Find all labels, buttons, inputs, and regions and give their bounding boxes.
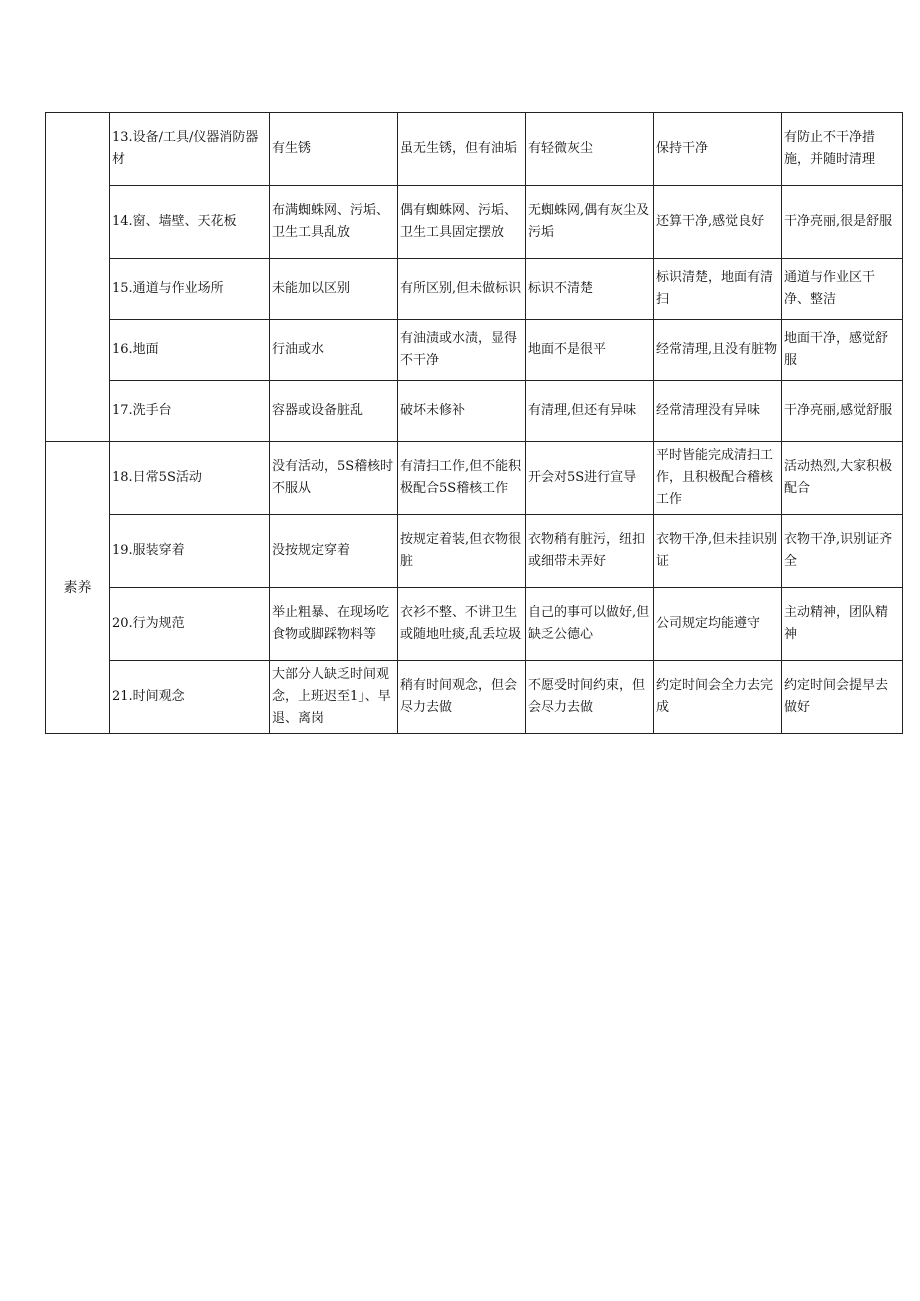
level-cell: 衣物稍有脏污，纽扣或细带未弄好 [526,515,654,588]
level-cell: 偶有蜘蛛网、污垢、卫生工具固定摆放 [398,186,526,259]
level-cell: 有所区别,但未做标识 [398,259,526,320]
level-cell: 行油或水 [270,320,398,381]
table-row [46,442,903,515]
level-cell: 按规定着装,但衣物很脏 [398,515,526,588]
item-cell: 14.窗、墙壁、天花板 [110,186,270,259]
level-cell: 衣衫不整、不讲卫生或随地吐痰,乱丢垃圾 [398,588,526,661]
table-row [46,113,903,186]
level-cell: 约定时间会全力去完成 [654,661,782,734]
level-cell: 有生锈 [270,113,398,186]
5s-evaluation-table [45,112,903,734]
evaluation-sheet [45,112,902,734]
table-row [46,588,903,661]
level-cell: 破坏未修补 [398,381,526,442]
level-cell: 开会对5S进行宣导 [526,442,654,515]
level-cell: 衣物干净,识别证齐全 [782,515,903,588]
table-row [46,259,903,320]
level-cell: 自己的事可以做好,但缺乏公德心 [526,588,654,661]
level-cell: 经常清理,且没有脏物 [654,320,782,381]
level-cell: 没有活动，5S稽核时不服从 [270,442,398,515]
item-cell: 21.时间观念 [110,661,270,734]
level-cell: 稍有时间观念，但会尽力去做 [398,661,526,734]
level-cell: 保持干净 [654,113,782,186]
level-cell: 标识清楚，地面有清扫 [654,259,782,320]
level-cell: 地面不是很平 [526,320,654,381]
level-cell: 大部分人缺乏时间观念，上班迟至1」、早退、离岗 [270,661,398,734]
item-cell: 20.行为规范 [110,588,270,661]
level-cell: 干净亮丽,很是舒服 [782,186,903,259]
category-cell [46,113,110,442]
level-cell: 有清理,但还有异味 [526,381,654,442]
level-cell: 有轻微灰尘 [526,113,654,186]
level-cell: 未能加以区别 [270,259,398,320]
level-cell: 标识不清楚 [526,259,654,320]
table-row [46,661,903,734]
level-cell: 虽无生锈，但有油垢 [398,113,526,186]
level-cell: 活动热烈,大家积极配合 [782,442,903,515]
level-cell: 地面干净，感觉舒服 [782,320,903,381]
level-cell: 主动精神，团队精神 [782,588,903,661]
level-cell: 干净亮丽,感觉舒服 [782,381,903,442]
table-row [46,515,903,588]
level-cell: 没按规定穿着 [270,515,398,588]
level-cell: 经常清理没有异味 [654,381,782,442]
level-cell: 有清扫工作,但不能积极配合5S稽核工作 [398,442,526,515]
table-body [46,113,903,734]
table-row [46,381,903,442]
item-cell: 15.通道与作业场所 [110,259,270,320]
level-cell: 布满蜘蛛网、污垢、卫生工具乱放 [270,186,398,259]
level-cell: 有油渍或水渍，显得不干净 [398,320,526,381]
level-cell: 无蜘蛛网,偶有灰尘及污垢 [526,186,654,259]
item-cell: 17.洗手台 [110,381,270,442]
level-cell: 约定时间会提早去做好 [782,661,903,734]
level-cell: 容器或设备脏乱 [270,381,398,442]
item-cell: 13.设备/工具/仪器消防器材 [110,113,270,186]
level-cell: 有防止不干净措施，并随时清理 [782,113,903,186]
item-cell: 16.地面 [110,320,270,381]
level-cell: 还算干净,感觉良好 [654,186,782,259]
level-cell: 举止粗暴、在现场吃食物或脚踩物料等 [270,588,398,661]
category-cell: 素养 [46,442,110,734]
level-cell: 不愿受时间约束，但会尽力去做 [526,661,654,734]
item-cell: 19.服装穿着 [110,515,270,588]
level-cell: 衣物干净,但未挂识别证 [654,515,782,588]
level-cell: 通道与作业区干净、整洁 [782,259,903,320]
table-row [46,320,903,381]
level-cell: 平时皆能完成清扫工作，且积极配合稽核工作 [654,442,782,515]
level-cell: 公司规定均能遵守 [654,588,782,661]
item-cell: 18.日常5S活动 [110,442,270,515]
table-row [46,186,903,259]
